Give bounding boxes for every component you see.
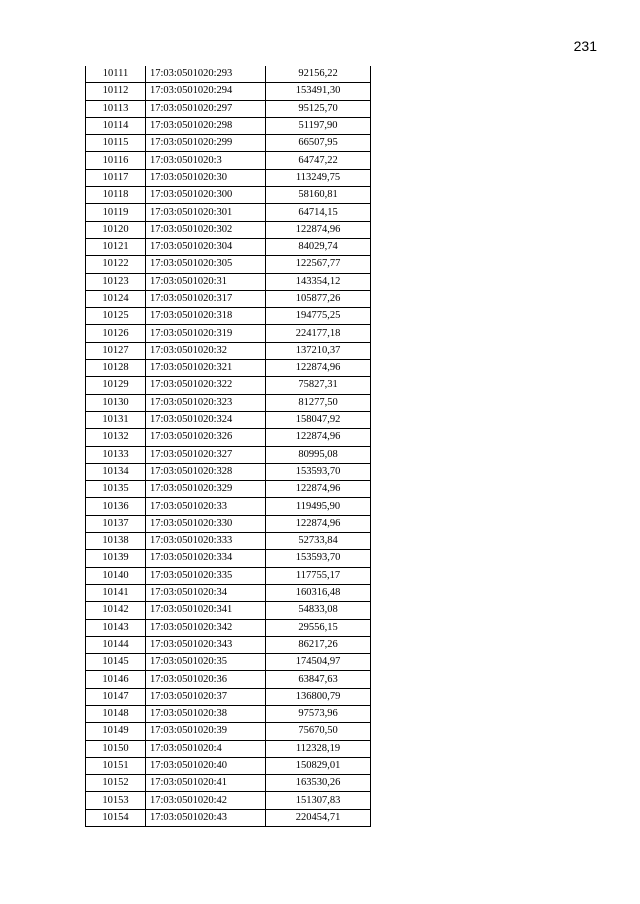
row-number-cell: 10142 bbox=[86, 602, 146, 619]
row-number-cell: 10137 bbox=[86, 515, 146, 532]
cadastral-number-cell: 17:03:0501020:40 bbox=[146, 757, 266, 774]
cadastral-number-cell: 17:03:0501020:297 bbox=[146, 100, 266, 117]
cadastral-value-cell: 92156,22 bbox=[266, 66, 371, 83]
cadastral-value-cell: 163530,26 bbox=[266, 775, 371, 792]
table-row bbox=[86, 429, 371, 446]
table-row bbox=[86, 187, 371, 204]
table-row bbox=[86, 792, 371, 809]
row-number-cell: 10125 bbox=[86, 308, 146, 325]
cadastral-number-cell: 17:03:0501020:341 bbox=[146, 602, 266, 619]
cadastral-value-cell: 51197,90 bbox=[266, 117, 371, 134]
table-row bbox=[86, 584, 371, 601]
row-number-cell: 10141 bbox=[86, 584, 146, 601]
table-row bbox=[86, 671, 371, 688]
table-row bbox=[86, 256, 371, 273]
table-row bbox=[86, 757, 371, 774]
cadastral-value-cell: 122874,96 bbox=[266, 429, 371, 446]
row-number-cell: 10138 bbox=[86, 533, 146, 550]
cadastral-value-cell: 112328,19 bbox=[266, 740, 371, 757]
row-number-cell: 10131 bbox=[86, 411, 146, 428]
table-row bbox=[86, 342, 371, 359]
table-row bbox=[86, 273, 371, 290]
row-number-cell: 10139 bbox=[86, 550, 146, 567]
row-number-cell: 10145 bbox=[86, 654, 146, 671]
cadastral-number-cell: 17:03:0501020:4 bbox=[146, 740, 266, 757]
row-number-cell: 10129 bbox=[86, 377, 146, 394]
table-row bbox=[86, 550, 371, 567]
table-row bbox=[86, 654, 371, 671]
row-number-cell: 10146 bbox=[86, 671, 146, 688]
cadastral-number-cell: 17:03:0501020:294 bbox=[146, 83, 266, 100]
row-number-cell: 10149 bbox=[86, 723, 146, 740]
table-row bbox=[86, 290, 371, 307]
table-row bbox=[86, 463, 371, 480]
cadastral-number-cell: 17:03:0501020:333 bbox=[146, 533, 266, 550]
cadastral-value-cell: 136800,79 bbox=[266, 688, 371, 705]
table-row bbox=[86, 602, 371, 619]
table-row bbox=[86, 809, 371, 826]
cadastral-number-cell: 17:03:0501020:42 bbox=[146, 792, 266, 809]
row-number-cell: 10130 bbox=[86, 394, 146, 411]
table-row bbox=[86, 100, 371, 117]
row-number-cell: 10148 bbox=[86, 705, 146, 722]
row-number-cell: 10147 bbox=[86, 688, 146, 705]
cadastral-number-cell: 17:03:0501020:305 bbox=[146, 256, 266, 273]
cadastral-value-cell: 153593,70 bbox=[266, 463, 371, 480]
table-row bbox=[86, 567, 371, 584]
row-number-cell: 10117 bbox=[86, 169, 146, 186]
cadastral-value-cell: 105877,26 bbox=[266, 290, 371, 307]
table-row bbox=[86, 238, 371, 255]
cadastral-number-cell: 17:03:0501020:39 bbox=[146, 723, 266, 740]
table-row bbox=[86, 446, 371, 463]
table-row bbox=[86, 740, 371, 757]
cadastral-value-cell: 95125,70 bbox=[266, 100, 371, 117]
cadastral-value-cell: 64714,15 bbox=[266, 204, 371, 221]
cadastral-value-cell: 194775,25 bbox=[266, 308, 371, 325]
table-row bbox=[86, 498, 371, 515]
row-number-cell: 10118 bbox=[86, 187, 146, 204]
cadastral-value-cell: 122567,77 bbox=[266, 256, 371, 273]
row-number-cell: 10122 bbox=[86, 256, 146, 273]
table-row bbox=[86, 204, 371, 221]
row-number-cell: 10115 bbox=[86, 135, 146, 152]
cadastral-number-cell: 17:03:0501020:334 bbox=[146, 550, 266, 567]
cadastral-number-cell: 17:03:0501020:304 bbox=[146, 238, 266, 255]
table-body bbox=[86, 66, 371, 827]
table-row bbox=[86, 66, 371, 83]
cadastral-value-cell: 158047,92 bbox=[266, 411, 371, 428]
cadastral-value-cell: 122874,96 bbox=[266, 360, 371, 377]
table-row bbox=[86, 360, 371, 377]
row-number-cell: 10134 bbox=[86, 463, 146, 480]
table-row bbox=[86, 152, 371, 169]
cadastral-value-cell: 151307,83 bbox=[266, 792, 371, 809]
table-row bbox=[86, 636, 371, 653]
page-number: 231 bbox=[573, 38, 597, 54]
cadastral-number-cell: 17:03:0501020:298 bbox=[146, 117, 266, 134]
row-number-cell: 10150 bbox=[86, 740, 146, 757]
table-row bbox=[86, 325, 371, 342]
row-number-cell: 10119 bbox=[86, 204, 146, 221]
cadastral-value-cell: 97573,96 bbox=[266, 705, 371, 722]
cadastral-value-cell: 75827,31 bbox=[266, 377, 371, 394]
table-row bbox=[86, 394, 371, 411]
row-number-cell: 10133 bbox=[86, 446, 146, 463]
cadastral-value-cell: 137210,37 bbox=[266, 342, 371, 359]
table-row bbox=[86, 775, 371, 792]
cadastral-number-cell: 17:03:0501020:328 bbox=[146, 463, 266, 480]
cadastral-value-cell: 119495,90 bbox=[266, 498, 371, 515]
row-number-cell: 10154 bbox=[86, 809, 146, 826]
row-number-cell: 10153 bbox=[86, 792, 146, 809]
row-number-cell: 10112 bbox=[86, 83, 146, 100]
cadastral-value-cell: 86217,26 bbox=[266, 636, 371, 653]
cadastral-value-cell: 29556,15 bbox=[266, 619, 371, 636]
cadastral-value-cell: 58160,81 bbox=[266, 187, 371, 204]
cadastral-number-cell: 17:03:0501020:38 bbox=[146, 705, 266, 722]
table-row bbox=[86, 515, 371, 532]
cadastral-number-cell: 17:03:0501020:317 bbox=[146, 290, 266, 307]
row-number-cell: 10120 bbox=[86, 221, 146, 238]
table-row bbox=[86, 481, 371, 498]
cadastral-number-cell: 17:03:0501020:326 bbox=[146, 429, 266, 446]
table-row bbox=[86, 705, 371, 722]
cadastral-number-cell: 17:03:0501020:300 bbox=[146, 187, 266, 204]
cadastral-value-cell: 143354,12 bbox=[266, 273, 371, 290]
table-row bbox=[86, 221, 371, 238]
cadastral-number-cell: 17:03:0501020:299 bbox=[146, 135, 266, 152]
table-row bbox=[86, 723, 371, 740]
table-row bbox=[86, 377, 371, 394]
row-number-cell: 10113 bbox=[86, 100, 146, 117]
cadastral-number-cell: 17:03:0501020:319 bbox=[146, 325, 266, 342]
cadastral-value-cell: 84029,74 bbox=[266, 238, 371, 255]
table-row bbox=[86, 619, 371, 636]
cadastral-number-cell: 17:03:0501020:321 bbox=[146, 360, 266, 377]
cadastral-number-cell: 17:03:0501020:32 bbox=[146, 342, 266, 359]
cadastral-number-cell: 17:03:0501020:43 bbox=[146, 809, 266, 826]
cadastral-number-cell: 17:03:0501020:31 bbox=[146, 273, 266, 290]
table-row bbox=[86, 411, 371, 428]
table-row bbox=[86, 688, 371, 705]
cadastral-value-cell: 117755,17 bbox=[266, 567, 371, 584]
row-number-cell: 10114 bbox=[86, 117, 146, 134]
row-number-cell: 10127 bbox=[86, 342, 146, 359]
row-number-cell: 10152 bbox=[86, 775, 146, 792]
cadastral-value-cell: 122874,96 bbox=[266, 515, 371, 532]
cadastral-number-cell: 17:03:0501020:324 bbox=[146, 411, 266, 428]
cadastral-number-cell: 17:03:0501020:301 bbox=[146, 204, 266, 221]
row-number-cell: 10128 bbox=[86, 360, 146, 377]
cadastral-number-cell: 17:03:0501020:323 bbox=[146, 394, 266, 411]
cadastral-value-cell: 220454,71 bbox=[266, 809, 371, 826]
cadastral-value-cell: 122874,96 bbox=[266, 221, 371, 238]
cadastral-number-cell: 17:03:0501020:327 bbox=[146, 446, 266, 463]
cadastral-number-cell: 17:03:0501020:343 bbox=[146, 636, 266, 653]
cadastral-number-cell: 17:03:0501020:293 bbox=[146, 66, 266, 83]
cadastral-value-cell: 52733,84 bbox=[266, 533, 371, 550]
row-number-cell: 10123 bbox=[86, 273, 146, 290]
cadastral-number-cell: 17:03:0501020:33 bbox=[146, 498, 266, 515]
row-number-cell: 10116 bbox=[86, 152, 146, 169]
row-number-cell: 10124 bbox=[86, 290, 146, 307]
cadastral-number-cell: 17:03:0501020:342 bbox=[146, 619, 266, 636]
cadastral-number-cell: 17:03:0501020:41 bbox=[146, 775, 266, 792]
cadastral-value-cell: 66507,95 bbox=[266, 135, 371, 152]
cadastral-value-cell: 153491,30 bbox=[266, 83, 371, 100]
row-number-cell: 10143 bbox=[86, 619, 146, 636]
cadastral-number-cell: 17:03:0501020:335 bbox=[146, 567, 266, 584]
table-row bbox=[86, 308, 371, 325]
cadastral-value-cell: 224177,18 bbox=[266, 325, 371, 342]
row-number-cell: 10135 bbox=[86, 481, 146, 498]
row-number-cell: 10136 bbox=[86, 498, 146, 515]
cadastral-number-cell: 17:03:0501020:330 bbox=[146, 515, 266, 532]
cadastral-number-cell: 17:03:0501020:35 bbox=[146, 654, 266, 671]
cadastral-value-cell: 160316,48 bbox=[266, 584, 371, 601]
cadastral-number-cell: 17:03:0501020:34 bbox=[146, 584, 266, 601]
row-number-cell: 10151 bbox=[86, 757, 146, 774]
table-row bbox=[86, 533, 371, 550]
cadastral-value-cell: 80995,08 bbox=[266, 446, 371, 463]
cadastral-value-cell: 63847,63 bbox=[266, 671, 371, 688]
cadastral-value-cell: 75670,50 bbox=[266, 723, 371, 740]
cadastral-value-cell: 64747,22 bbox=[266, 152, 371, 169]
cadastral-value-cell: 81277,50 bbox=[266, 394, 371, 411]
table-row bbox=[86, 169, 371, 186]
cadastral-number-cell: 17:03:0501020:36 bbox=[146, 671, 266, 688]
cadastral-value-cell: 54833,08 bbox=[266, 602, 371, 619]
row-number-cell: 10126 bbox=[86, 325, 146, 342]
cadastral-number-cell: 17:03:0501020:302 bbox=[146, 221, 266, 238]
row-number-cell: 10132 bbox=[86, 429, 146, 446]
cadastral-value-cell: 174504,97 bbox=[266, 654, 371, 671]
table-row bbox=[86, 135, 371, 152]
cadastral-value-cell: 113249,75 bbox=[266, 169, 371, 186]
cadastral-number-cell: 17:03:0501020:30 bbox=[146, 169, 266, 186]
cadastral-value-cell: 122874,96 bbox=[266, 481, 371, 498]
table-row bbox=[86, 83, 371, 100]
cadastral-value-cell: 153593,70 bbox=[266, 550, 371, 567]
row-number-cell: 10144 bbox=[86, 636, 146, 653]
cadastral-number-cell: 17:03:0501020:318 bbox=[146, 308, 266, 325]
cadastral-number-cell: 17:03:0501020:322 bbox=[146, 377, 266, 394]
cadastral-number-cell: 17:03:0501020:3 bbox=[146, 152, 266, 169]
row-number-cell: 10121 bbox=[86, 238, 146, 255]
row-number-cell: 10140 bbox=[86, 567, 146, 584]
cadastral-number-cell: 17:03:0501020:37 bbox=[146, 688, 266, 705]
cadastral-number-cell: 17:03:0501020:329 bbox=[146, 481, 266, 498]
cadastral-value-cell: 150829,01 bbox=[266, 757, 371, 774]
table-row bbox=[86, 117, 371, 134]
cadastral-value-table bbox=[85, 66, 371, 827]
row-number-cell: 10111 bbox=[86, 66, 146, 83]
